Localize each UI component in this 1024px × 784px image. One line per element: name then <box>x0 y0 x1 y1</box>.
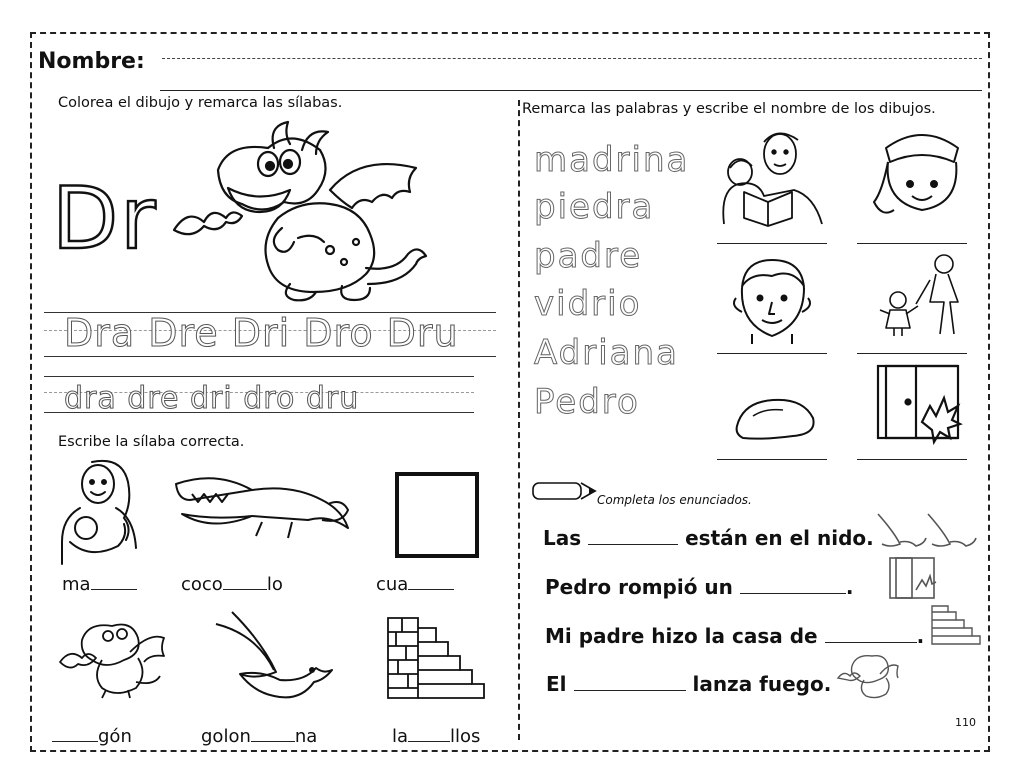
right-instruction-trace: Remarca las palabras y escribe el nombre de los dibujos. <box>522 101 936 117</box>
answer-line-2[interactable] <box>857 243 967 244</box>
fill-item-ladrillos: la llos <box>392 726 481 747</box>
broken-window-icon <box>874 362 964 442</box>
godmother-icon <box>872 128 972 228</box>
left-instruction-color: Colorea el dibujo y remarca las sílabas. <box>58 95 343 111</box>
name-dashed-line <box>162 58 982 59</box>
pencil-icon <box>531 480 599 502</box>
sentence-4: El lanza fuego. <box>546 672 832 696</box>
broken-window-small-icon <box>888 556 938 600</box>
trace-word-pedro: Pedro <box>534 382 640 422</box>
trace-syllables-lower: dra dre dri dro dru <box>64 381 360 416</box>
crocodile-icon <box>172 470 352 550</box>
trace-row-upper <box>44 312 496 358</box>
column-divider <box>518 100 520 740</box>
fill-item-cocodrilo: coco lo <box>181 574 283 595</box>
name-label: Nombre: <box>38 49 145 74</box>
dragon-small-icon <box>836 648 900 698</box>
answer-line-6[interactable] <box>857 459 967 460</box>
answer-line-4[interactable] <box>857 353 967 354</box>
fill-item-dragon: gón <box>52 726 132 747</box>
fill-item-ma: ma <box>62 574 137 595</box>
square-icon <box>393 470 483 560</box>
trace-syllables-upper: Dra Dre Dri Dro Dru <box>64 311 459 355</box>
answer-line-3[interactable] <box>717 353 827 354</box>
answer-line-1[interactable] <box>717 243 827 244</box>
page-number: 110 <box>955 716 976 729</box>
girl-and-mother-icon <box>872 250 972 340</box>
stone-icon <box>733 396 817 440</box>
name-underline <box>160 90 982 91</box>
fill-item-cuadro: cua <box>376 574 454 595</box>
man-face-icon <box>722 258 822 346</box>
dragon-icon <box>170 118 430 308</box>
sentence-2: Pedro rompió un . <box>545 575 854 599</box>
bricks-small-icon <box>930 606 982 646</box>
sentence-1: Las están en el nido. <box>543 526 874 550</box>
sentence-3: Mi padre hizo la casa de . <box>545 624 925 648</box>
father-child-icon <box>718 128 828 228</box>
left-instruction-syllable: Escribe la sílaba correcta. <box>58 434 245 450</box>
fill-item-golondrina: golon na <box>201 726 318 747</box>
trace-row-lower <box>44 376 474 416</box>
trace-word-vidrio: vidrio <box>534 284 642 324</box>
trace-word-adriana: Adriana <box>534 333 679 373</box>
dragon-small-left-icon <box>58 612 168 702</box>
mother-baby-icon <box>58 456 138 566</box>
trace-word-padre: padre <box>534 236 643 276</box>
trace-word-madrina: madrina <box>534 140 690 180</box>
big-letters-dr: Dr <box>52 169 158 269</box>
swallows-icon <box>874 508 974 552</box>
swallow-bird-icon <box>212 604 342 714</box>
right-instruction-complete: Completa los enunciados. <box>597 493 752 507</box>
trace-word-piedra: piedra <box>534 187 655 227</box>
bricks-icon <box>384 612 488 702</box>
answer-line-5[interactable] <box>717 459 827 460</box>
